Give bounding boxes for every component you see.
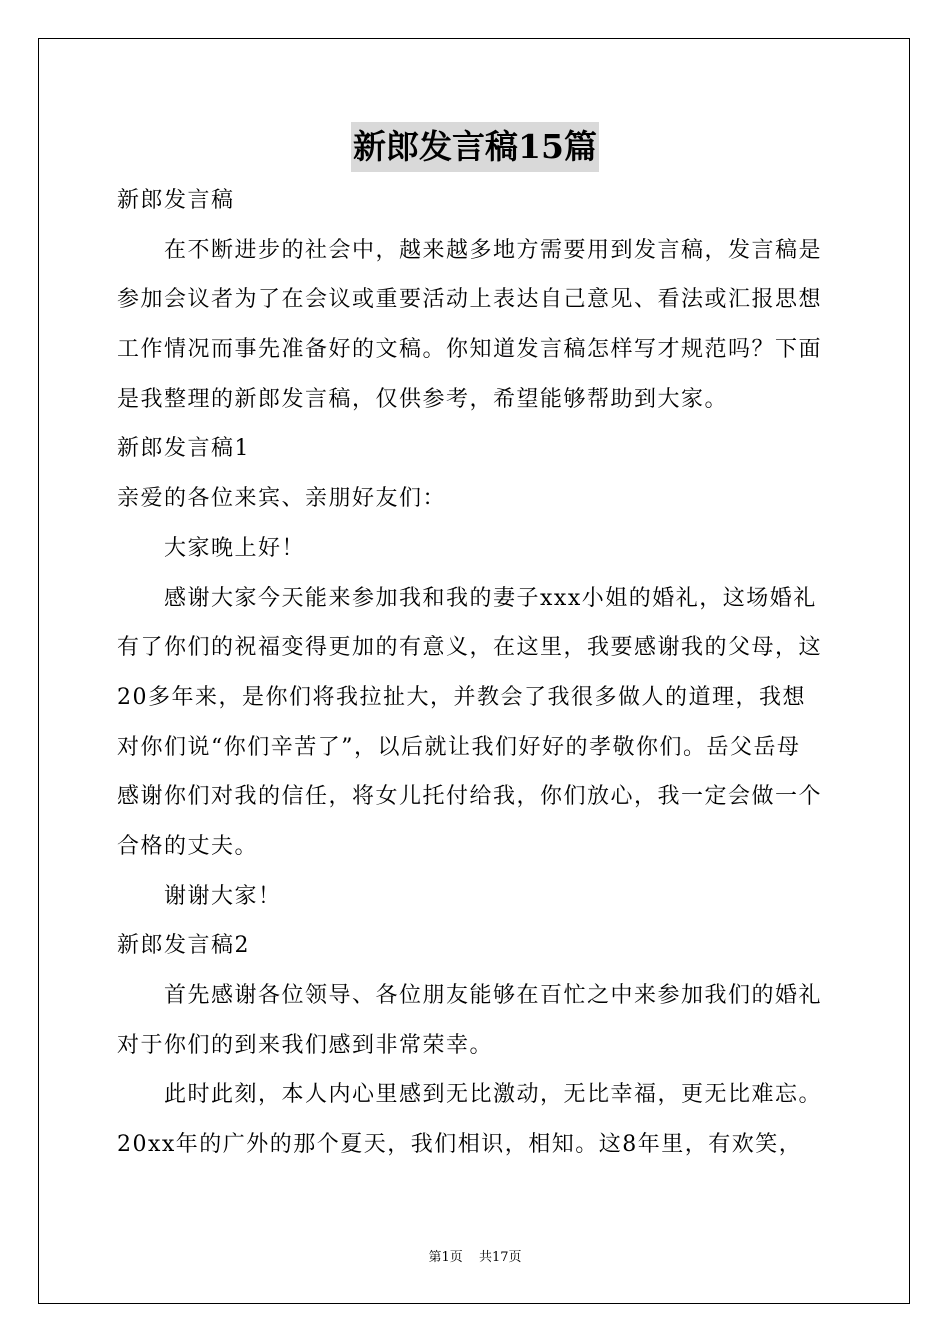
text-line: 参加会议者为了在会议或重要活动上表达自己意见、看法或汇报思想 bbox=[117, 287, 823, 313]
section-heading: 新郎发言稿2 bbox=[117, 933, 250, 959]
text-line: 新郎发言稿 bbox=[117, 188, 235, 213]
text-line: 首先感谢各位领导、各位朋友能够在百忙之中来参加我们的婚礼 bbox=[164, 983, 823, 1008]
text-line: 此时此刻，本人内心里感到无比激动，无比幸福，更无比难忘。 bbox=[164, 1082, 823, 1108]
document-body bbox=[117, 176, 847, 1170]
text-line: 亲爱的各位来宾、亲朋好友们： bbox=[117, 486, 447, 512]
page-footer bbox=[0, 1248, 950, 1268]
text-line: 对你们说“你们辛苦了”，以后就让我们好好的孝敬你们。岳父岳母 bbox=[117, 734, 801, 760]
text-line: 感谢大家今天能来参加我和我的妻子xxx小姐的婚礼，这场婚礼 bbox=[164, 585, 817, 611]
text-line: 20xx年的广外的那个夏天，我们相识，相知。这8年里，有欢笑， bbox=[117, 1132, 803, 1158]
text-line: 工作情况而事先准备好的文稿。你知道发言稿怎样写才规范吗？下面 bbox=[117, 337, 823, 363]
page-number: 第1页 bbox=[428, 1250, 463, 1265]
title-container bbox=[0, 122, 950, 172]
text-line: 合格的丈夫。 bbox=[117, 833, 259, 859]
text-line: 20多年来，是你们将我拉扯大，并教会了我很多做人的道理，我想 bbox=[117, 684, 806, 710]
text-line: 是我整理的新郎发言稿，仅供参考，希望能够帮助到大家。 bbox=[117, 386, 729, 412]
text-line: 有了你们的祝福变得更加的有意义，在这里，我要感谢我的父母，这 bbox=[117, 635, 823, 661]
page-total: 共17页 bbox=[478, 1250, 522, 1265]
text-line: 对于你们的到来我们感到非常荣幸。 bbox=[117, 1032, 494, 1058]
document-title[interactable]: 新郎发言稿15篇 bbox=[351, 122, 599, 172]
section-heading: 新郎发言稿1 bbox=[117, 436, 250, 462]
text-line: 感谢你们对我的信任，将女儿托付给我，你们放心，我一定会做一个 bbox=[117, 784, 823, 810]
text-line: 在不断进步的社会中，越来越多地方需要用到发言稿，发言稿是 bbox=[164, 237, 823, 263]
text-line: 谢谢大家！ bbox=[164, 883, 282, 909]
text-line: 大家晚上好！ bbox=[164, 535, 306, 561]
